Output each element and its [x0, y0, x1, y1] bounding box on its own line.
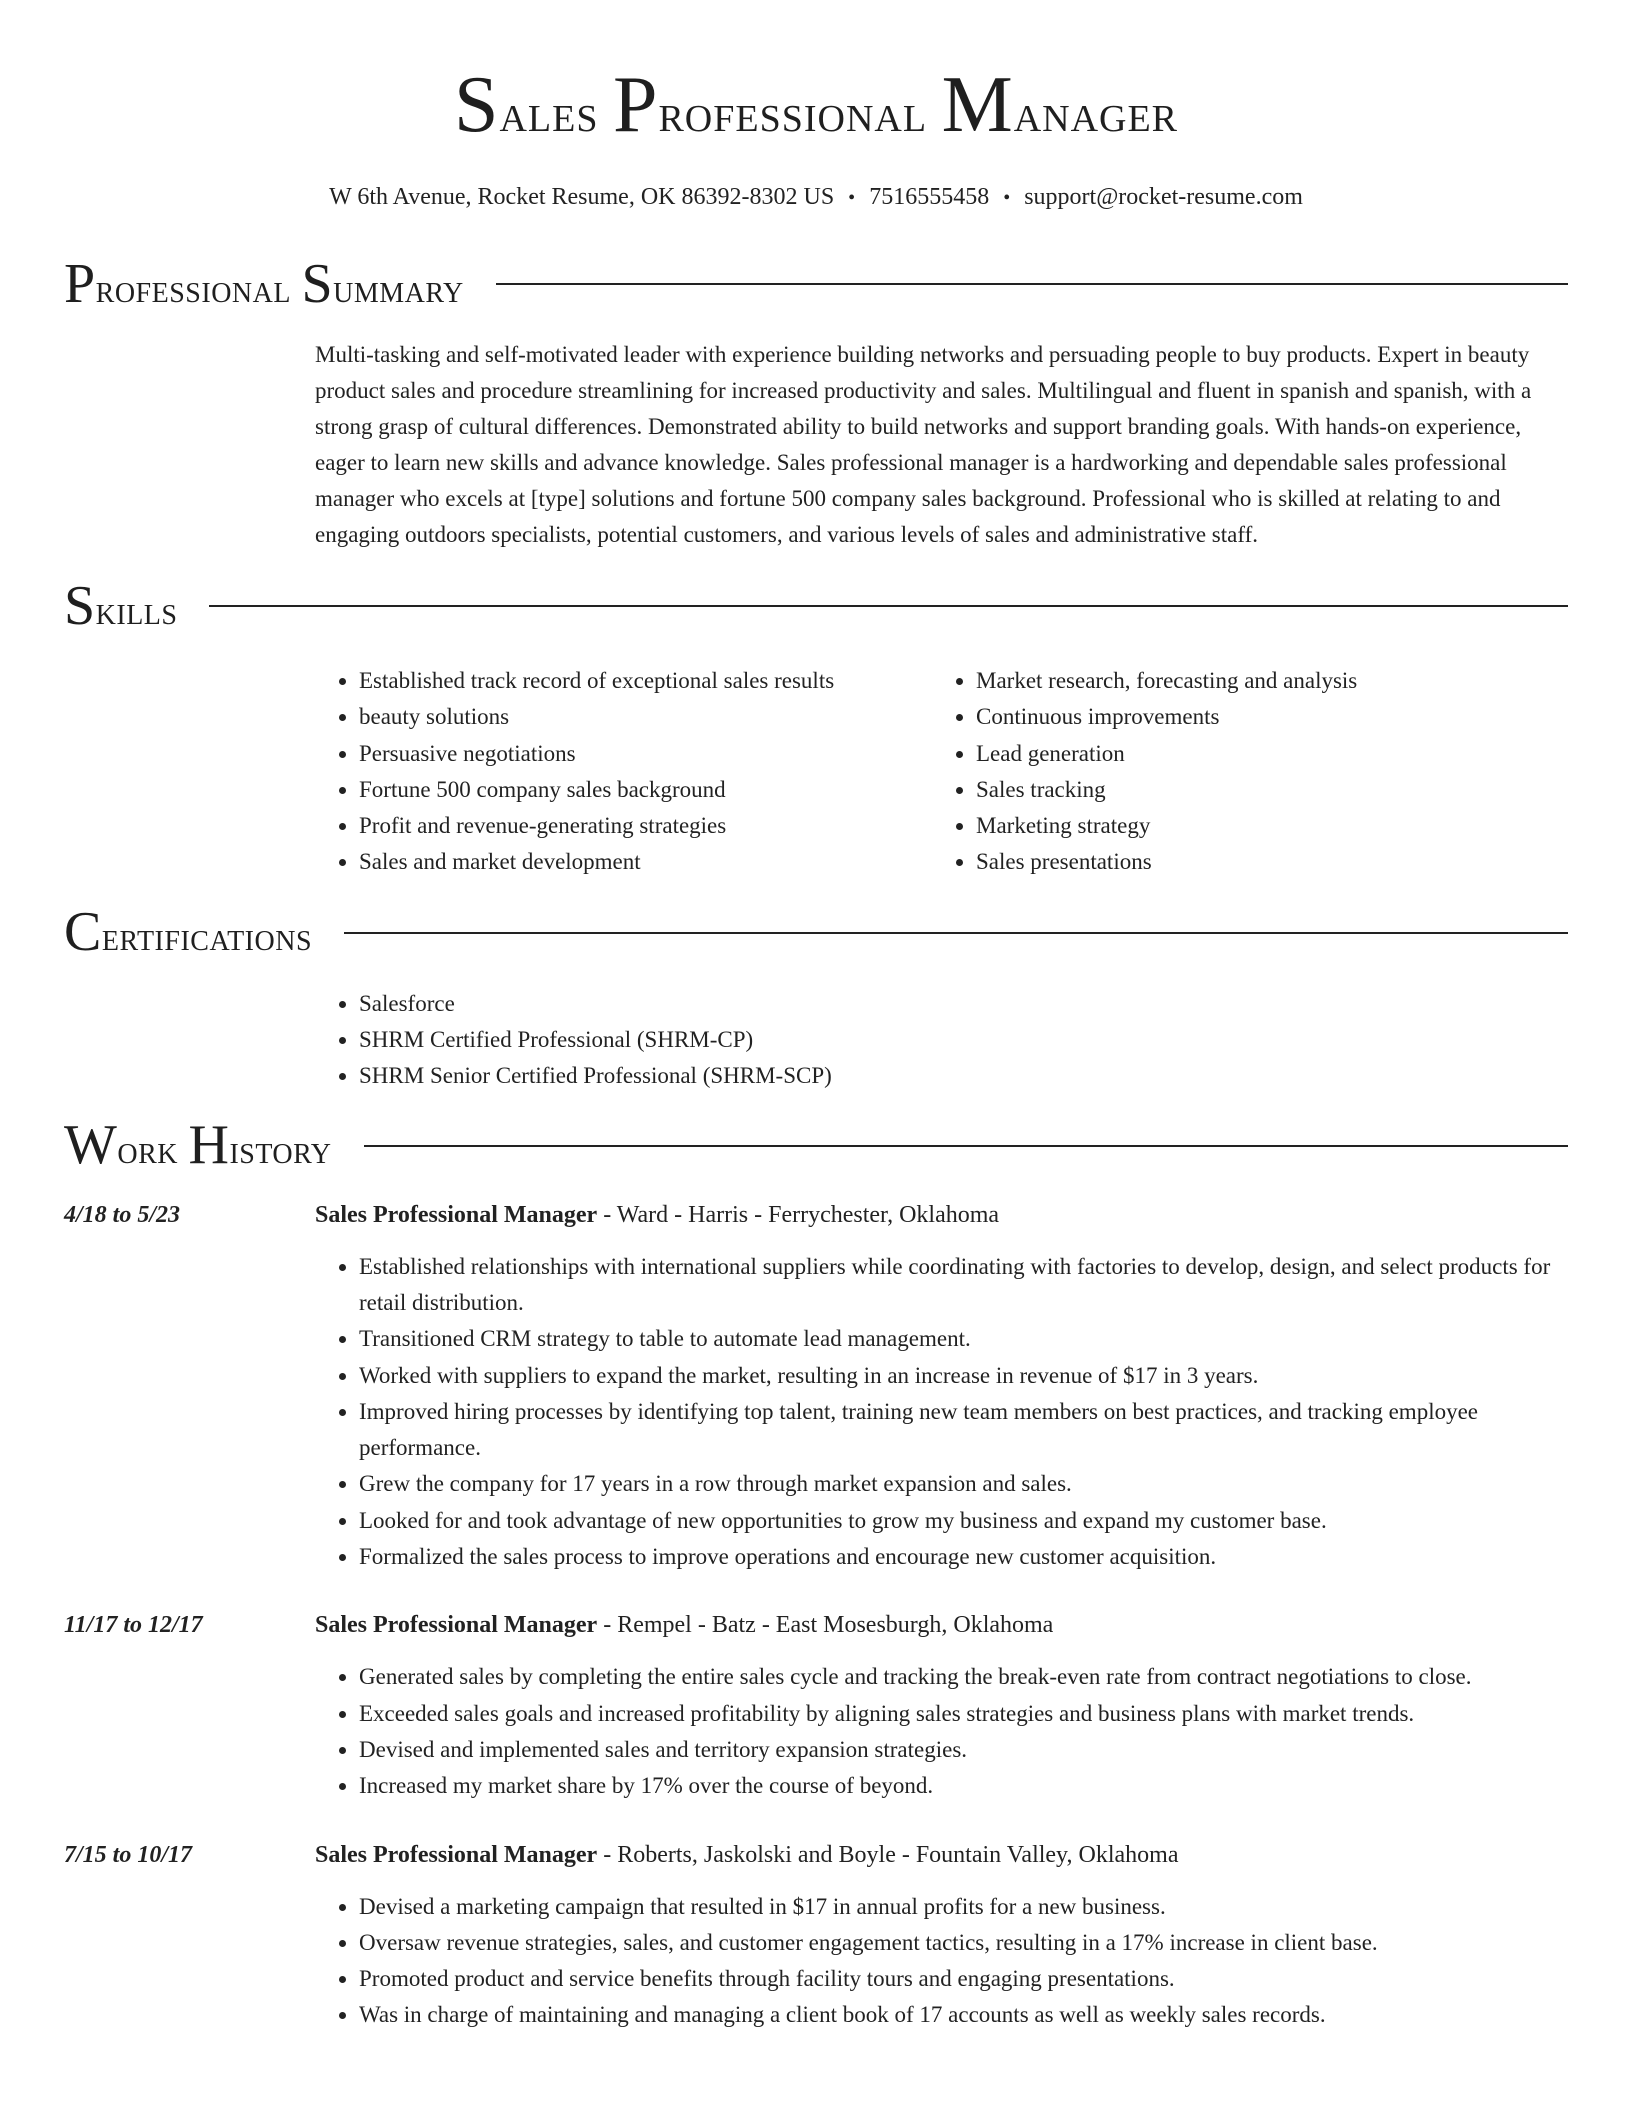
job-entry — [64, 1607, 1568, 1804]
job-bullet: • Formalized the sales process to improve operations and encourage new customer acquisition. — [359, 1539, 1568, 1575]
job-header — [64, 1837, 1568, 1873]
title-cap: P — [64, 252, 96, 315]
skill-item: • Sales and market development — [359, 844, 932, 880]
job-bullet: • Established relationships with international suppliers while coordinating with factories to develop, design, and select products for retail distribution. — [359, 1249, 1568, 1322]
separator-dot: • — [1003, 187, 1011, 209]
section-divider — [344, 932, 1568, 934]
job-bullet: • Transitioned CRM strategy to table to automate lead management. — [359, 1321, 1568, 1357]
job-title: Sales Professional Manager — [315, 1841, 598, 1868]
job-dates: 11/17 to 12/17 — [64, 1612, 203, 1639]
summary-header — [64, 251, 1568, 321]
name-cap-3: M — [941, 61, 1014, 149]
job-bullets — [315, 1659, 1568, 1804]
job-bullet: • Improved hiring processes by identifying top talent, training new team members on best practices, and tracking employee performance. — [359, 1394, 1568, 1467]
title-rest: ork — [117, 1127, 189, 1173]
certifications-list — [315, 986, 1568, 1095]
job-header — [64, 1607, 1568, 1643]
skills-list-right — [932, 663, 1549, 881]
job-entry — [64, 1837, 1568, 2034]
summary-text: Multi-tasking and self-motivated leader with experience building networks and persuading people to buy products. Expert in beauty product sales and procedure streamlining for increased productivity and sales. Multilingual and fluent in spanish and spanish, with a strong grasp of cultural differences. Demonstrated ability to build networks and support branding goals. With hands-on experience, eager to learn new skills and advance knowledge. Sales professional manager is a hardworking and dependable sales professional manager who excels at [type] solutions and fortune 500 company sales background. Professional who is skilled at relating to and engaging outdoors specialists, potential customers, and various levels of sales and administrative staff. — [315, 342, 1532, 547]
separator-dot: • — [848, 187, 856, 209]
job-title: Sales Professional Manager — [315, 1201, 598, 1228]
skill-item: • Sales presentations — [976, 844, 1549, 880]
job-dates: 7/15 to 10/17 — [64, 1841, 193, 1868]
job-bullet: • Grew the company for 17 years in a row through market expansion and sales. — [359, 1466, 1568, 1502]
job-bullet: • Exceeded sales goals and increased profitability by aligning sales strategies and business plans with market trends. — [359, 1696, 1568, 1732]
title-rest: kills — [95, 587, 178, 633]
certifications-section — [64, 900, 1568, 1095]
summary-section — [64, 251, 1568, 553]
job-employer: - Roberts, Jaskolski and Boyle - Fountain Valley, Oklahoma — [597, 1841, 1179, 1868]
skill-item: • Established track record of exceptional sales results — [359, 663, 932, 699]
resume-page — [64, 0, 1568, 2034]
resume-name — [64, 62, 1568, 156]
job-bullet: • Worked with suppliers to expand the market, resulting in an increase in revenue of $17 in 3 years. — [359, 1358, 1568, 1394]
skills-column-right — [932, 663, 1549, 881]
title-cap: H — [188, 1114, 230, 1177]
name-cap-1: S — [453, 61, 500, 149]
address: W 6th Avenue, Rocket Resume, OK 86392-8302 US — [329, 184, 835, 210]
title-rest: ertifications — [101, 914, 313, 960]
skill-item: • Profit and revenue-generating strategies — [359, 808, 932, 844]
job-header — [64, 1197, 1568, 1233]
job-bullet: • Devised and implemented sales and territory expansion strategies. — [359, 1732, 1568, 1768]
name-cap-2: P — [612, 61, 659, 149]
name-rest-3: anager — [1013, 83, 1179, 143]
job-bullets — [315, 1889, 1568, 2034]
skills-header — [64, 573, 1568, 643]
job-employer: - Ward - Harris - Ferrychester, Oklahoma — [597, 1201, 1000, 1228]
job-employer: - Rempel - Batz - East Mosesburgh, Oklahoma — [597, 1612, 1054, 1639]
skill-item: • Sales tracking — [976, 772, 1549, 808]
contact-line — [64, 180, 1568, 215]
job-bullet: • Oversaw revenue strategies, sales, and customer engagement tactics, resulting in a 17% increase in client base. — [359, 1925, 1568, 1961]
job-bullet: • Devised a marketing campaign that resulted in $17 in annual profits for a new business. — [359, 1889, 1568, 1925]
skill-item: • Fortune 500 company sales background — [359, 772, 932, 808]
certifications-content — [315, 986, 1568, 1095]
job-heading — [315, 1197, 999, 1233]
job-bullet: • Promoted product and service benefits through facility tours and engaging presentations. — [359, 1961, 1568, 1997]
skills-section — [64, 573, 1568, 881]
certifications-header — [64, 900, 1568, 970]
summary-title — [64, 249, 464, 324]
job-heading — [315, 1837, 1178, 1873]
skills-content — [315, 663, 1568, 881]
skill-item: • Marketing strategy — [976, 808, 1549, 844]
job-heading — [315, 1607, 1053, 1643]
title-rest: ummary — [333, 265, 464, 311]
section-divider — [496, 283, 1568, 285]
section-divider — [209, 605, 1568, 607]
certification-item: • SHRM Certified Professional (SHRM-CP) — [359, 1022, 1568, 1058]
certification-item: • Salesforce — [359, 986, 1568, 1022]
skill-item: • Market research, forecasting and analysis — [976, 663, 1549, 699]
title-rest: rofessional — [95, 265, 302, 311]
job-bullet-list — [315, 1889, 1568, 2034]
skills-title — [64, 571, 177, 646]
skill-item: • Lead generation — [976, 736, 1549, 772]
job-dates: 4/18 to 5/23 — [64, 1201, 181, 1228]
name-rest-2: rofessional — [658, 83, 942, 143]
email: support@rocket-resume.com — [1024, 184, 1303, 210]
title-cap: W — [64, 1114, 118, 1177]
phone: 7516555458 — [869, 184, 990, 210]
work-history-title — [64, 1110, 332, 1185]
title-rest: istory — [229, 1127, 332, 1173]
certifications-title — [64, 897, 312, 972]
skill-item: • Continuous improvements — [976, 699, 1549, 735]
skills-list-left — [315, 663, 932, 881]
summary-content — [315, 337, 1568, 553]
certification-item: • SHRM Senior Certified Professional (SHRM-SCP) — [359, 1058, 1568, 1094]
job-title: Sales Professional Manager — [315, 1612, 598, 1639]
job-bullets — [315, 1249, 1568, 1576]
skill-item: • beauty solutions — [359, 699, 932, 735]
job-bullet-list — [315, 1249, 1568, 1576]
skill-item: • Persuasive negotiations — [359, 736, 932, 772]
work-history-section — [64, 1113, 1568, 2034]
section-divider — [364, 1145, 1568, 1147]
job-bullet-list — [315, 1659, 1568, 1804]
name-rest-1: ales — [499, 83, 613, 143]
job-bullet: • Increased my market share by 17% over the course of beyond. — [359, 1768, 1568, 1804]
work-history-header — [64, 1113, 1568, 1183]
job-entry — [64, 1197, 1568, 1576]
skills-column-left — [315, 663, 932, 881]
title-cap: S — [64, 574, 96, 637]
job-bullet: • Was in charge of maintaining and managing a client book of 17 accounts as well as weekly sales records. — [359, 1997, 1568, 2033]
title-cap: C — [64, 901, 102, 964]
job-bullet: • Looked for and took advantage of new opportunities to grow my business and expand my customer base. — [359, 1503, 1568, 1539]
title-cap: S — [301, 252, 334, 315]
job-bullet: • Generated sales by completing the entire sales cycle and tracking the break-even rate from contract negotiations to close. — [359, 1659, 1568, 1695]
